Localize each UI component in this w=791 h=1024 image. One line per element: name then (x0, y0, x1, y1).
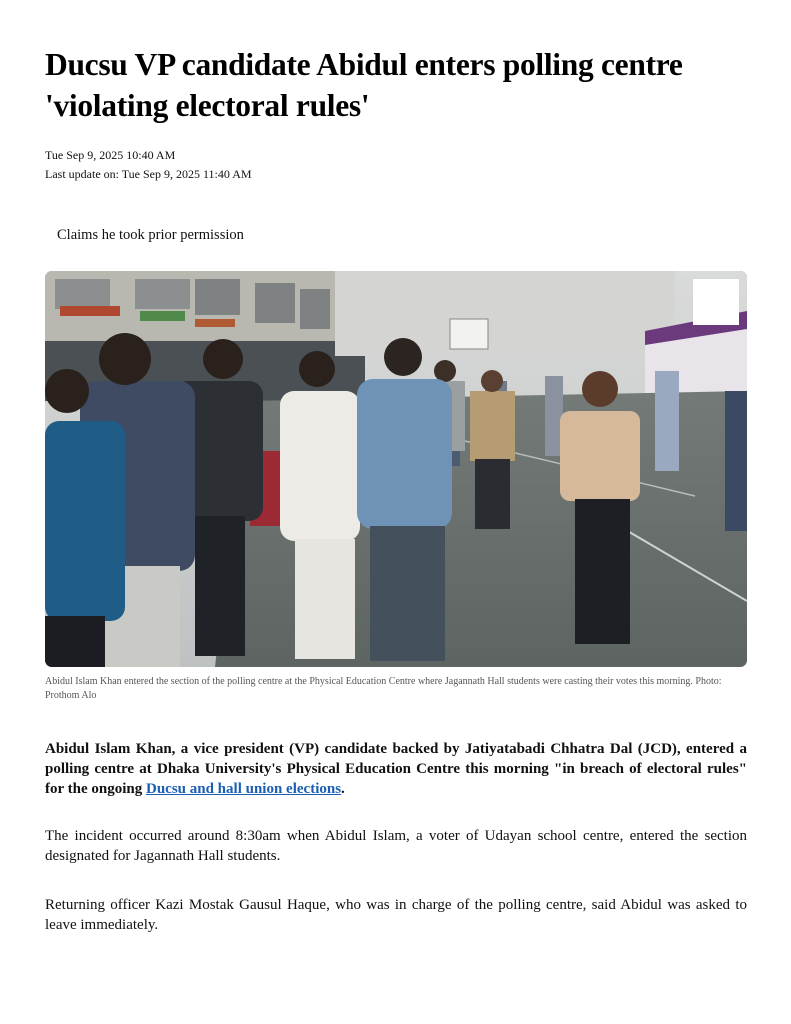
published-date: Tue Sep 9, 2025 10:40 AM (45, 148, 176, 162)
lead-paragraph (45, 739, 747, 799)
photo-illustration (45, 271, 747, 667)
photo-caption: Abidul Islam Khan entered the section of the polling centre at the Physical Education Centre where Jagannath Hall students were casting their votes this morning. Photo: Prothom Alo (45, 676, 722, 701)
election-link[interactable]: Ducsu and hall union elections (145, 781, 342, 797)
body-paragraph: The incident occurred around 8:30am when Abidul Islam, a voter of Udayan school centre, entered the section designated for Jagannath Hall students. (45, 828, 747, 864)
body-paragraph: Returning officer Kazi Mostak Gausul Haque, who was in charge of the polling centre, said Abidul was asked to leave immediately. (45, 897, 747, 933)
headline: Ducsu VP candidate Abidul enters polling centre 'violating electoral rules' (45, 47, 683, 123)
article-photo (45, 271, 747, 667)
last-updated-date: Last update on: Tue Sep 9, 2025 11:40 AM (45, 167, 252, 181)
lead-end: . (341, 781, 345, 797)
lead-text: Abidul Islam Khan, a vice president (VP) candidate backed by Jatiyatabadi Chhatra Dal (JCD), entered a polling centre at Dhaka University's Physical Education Centre this morning "in breach of electoral rules" for the ongoing (45, 741, 747, 797)
article-summary: Claims he took prior permission (57, 227, 244, 243)
